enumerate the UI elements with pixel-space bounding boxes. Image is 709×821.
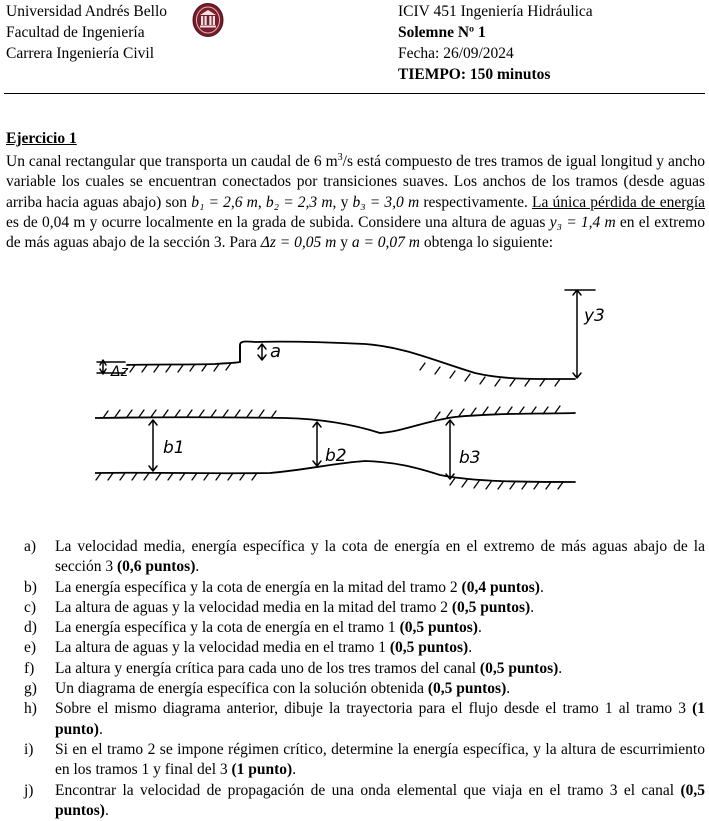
a-arrow: [258, 344, 266, 360]
question-text: Si en el tramo 2 se impone régimen crítico, determine la energía específica, y la altura de escurrimiento en los tramos 1 y final del 3: [55, 740, 705, 779]
statement-text: , y: [332, 193, 353, 211]
question-letter: d): [24, 619, 37, 637]
statement-text: Un canal rectangular que transporta un caudal de 6 m: [6, 153, 338, 171]
b3-label: b3: [459, 448, 481, 468]
question-end: .: [292, 761, 297, 779]
question-letter: i): [24, 740, 34, 758]
dz-label: Δz: [111, 364, 128, 380]
exam-time: TIEMPO: 150 minutos: [398, 66, 551, 83]
statement-text: obtenga lo siguiente:: [420, 233, 554, 251]
question-text: La altura de aguas y la velocidad media en el tramo 1: [55, 639, 390, 657]
a-label: a: [270, 341, 282, 362]
b2-arrow: [313, 422, 321, 466]
question-end: .: [558, 659, 563, 677]
question-item: [24, 659, 705, 679]
header-left: [6, 1, 167, 64]
question-text: La altura de aguas y la velocidad media en la mitad del tramo 2: [55, 598, 452, 616]
question-text: La velocidad media, energía específica y la cota de energía en el extremo de más aguas abajo de la sección 3: [55, 538, 705, 576]
question-item: [24, 781, 705, 821]
profile-bed: [127, 341, 575, 379]
question-letter: b): [24, 578, 37, 596]
channel-figure: [95, 283, 615, 498]
question-points: (0,4 puntos): [461, 578, 540, 596]
career-name: Carrera Ingeniería Civil: [6, 45, 155, 62]
question-letter: a): [24, 538, 37, 555]
question-text: La altura y energía crítica para cada uno de los tres tramos del canal: [55, 659, 480, 677]
header-divider: [4, 93, 705, 94]
statement-text: en el extremo de más aguas abajo de la sección 3. Para: [6, 213, 705, 251]
questions-list: [24, 537, 705, 821]
header-right: [398, 1, 593, 85]
question-item: [24, 598, 705, 618]
exercise-statement: [6, 148, 705, 253]
question-points: (0,5 puntos): [399, 619, 478, 637]
b1-label: b1: [163, 438, 185, 458]
statement-text: y: [336, 233, 352, 251]
profile-hatch: [130, 363, 560, 386]
question-points: (0,5 puntos): [55, 781, 705, 819]
question-text: Sobre el mismo diagrama anterior, dibuje la trayectoria para el flujo desde el tramo 1 al tramo 3: [55, 700, 693, 718]
question-item: [24, 740, 705, 781]
width-b2: b₂ = 2,3 m: [265, 193, 333, 211]
question-end: .: [195, 558, 200, 576]
question-end: .: [539, 578, 544, 596]
university-name: Universidad Andrés Bello: [6, 3, 168, 20]
question-letter: h): [24, 700, 37, 718]
plan-top-wall: [95, 413, 575, 433]
question-points: (0,5 puntos): [389, 639, 469, 657]
question-letter: g): [24, 680, 37, 698]
width-b3: b₃ = 3,0 m: [352, 193, 420, 211]
question-end: .: [104, 801, 109, 819]
underlined-text: La única pérdida de energía: [532, 193, 706, 211]
question-letter: e): [24, 639, 37, 657]
question-text: La energía específica y la cota de energía en el tramo 1: [55, 619, 400, 637]
question-end: .: [477, 619, 482, 637]
question-end: .: [468, 639, 473, 657]
university-logo: [191, 2, 225, 38]
question-text: Encontrar la velocidad de propagación de una onda elemental que viaja en el tramo 3 el canal: [55, 781, 681, 799]
statement-exponent: 3: [337, 152, 343, 163]
question-points: (0,5 puntos): [451, 598, 531, 616]
b3-arrow: [446, 420, 454, 479]
statement-text: ,: [257, 193, 266, 211]
question-item: [24, 578, 705, 598]
y3-label: y3: [584, 306, 605, 326]
question-end: .: [98, 720, 103, 738]
course-name: ICIV 451 Ingeniería Hidráulica: [398, 3, 593, 20]
step-a: a = 0,07 m: [351, 233, 420, 251]
question-points: (1 punto): [231, 761, 293, 779]
exam-date: Fecha: 26/09/2024: [398, 45, 514, 62]
b1-arrow: [149, 420, 157, 471]
question-letter: f): [24, 659, 35, 677]
y3-arrow: [565, 290, 595, 378]
question-points: (0,5 puntos): [479, 659, 559, 677]
exam-name: Solemne Nº 1: [398, 24, 486, 41]
question-item: [24, 537, 705, 578]
question-item: [24, 699, 705, 740]
statement-text: es de 0,04 m y ocurre localmente en la grada de subida. Considere una altura de aguas: [6, 213, 550, 231]
question-text: Un diagrama de energía específica con la solución obtenida: [55, 680, 428, 698]
question-item: [24, 638, 705, 658]
question-points: (0,5 puntos): [427, 680, 507, 698]
question-points: (0,6 puntos): [116, 558, 196, 576]
statement-text: /s está compuesto de tres tramos de igual longitud y ancho variable los cuales se encuentran conectados por transiciones suaves. Los anchos de los tramos (desde aguas arriba hacia aguas abajo) son: [6, 153, 705, 211]
b2-label: b2: [325, 446, 347, 466]
question-end: .: [506, 680, 511, 698]
question-item: [24, 618, 705, 638]
question-end: .: [530, 598, 535, 616]
question-letter: c): [24, 598, 37, 616]
question-text: La energía específica y la cota de energía en la mitad del tramo 2: [55, 578, 462, 596]
question-points: (1 punto): [55, 700, 705, 738]
step-dz: Δz = 0,05 m: [260, 233, 337, 251]
exercise-title: Ejercicio 1: [6, 130, 77, 147]
width-b1: b₁ = 2,6 m: [191, 193, 258, 211]
statement-text: respectivamente.: [419, 193, 533, 211]
faculty-name: Facultad de Ingeniería: [6, 24, 145, 41]
depth-y3: y₃ = 1,4 m: [549, 213, 616, 231]
question-item: [24, 679, 705, 699]
question-letter: j): [24, 781, 34, 799]
